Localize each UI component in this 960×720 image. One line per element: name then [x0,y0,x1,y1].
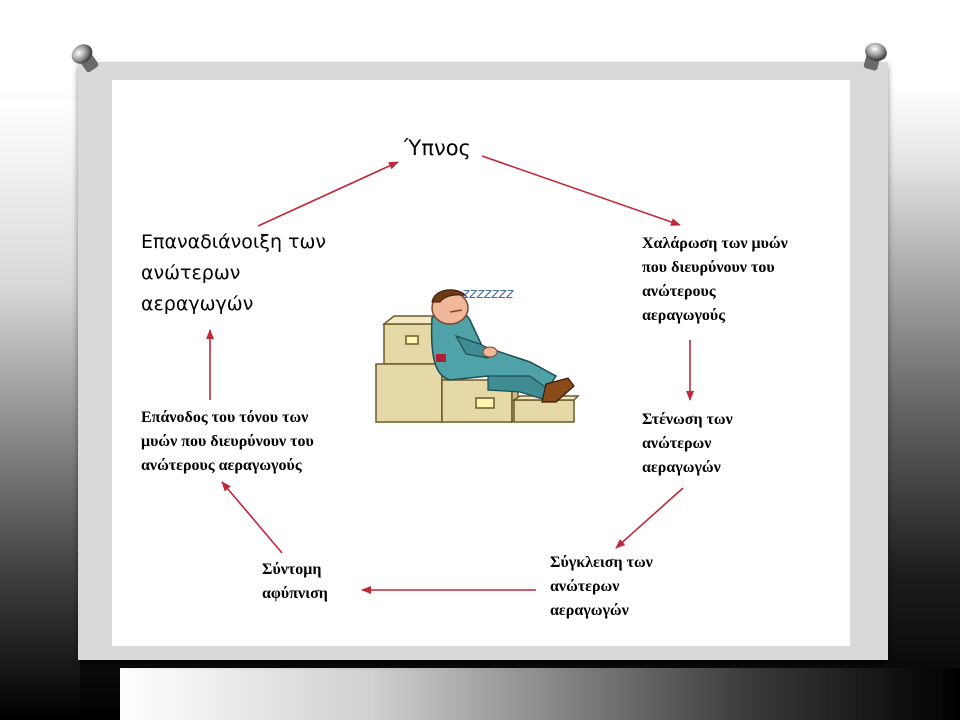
node-line: Επαναδιάνοιξη των [141,231,326,253]
node-line: αεραγωγών [141,293,254,315]
node-line: Επάνοδος του τόνου των [141,409,309,426]
node-line: ανώτερων [550,578,620,595]
node-muscle-relaxation [642,232,788,328]
node-brief-arousal [262,558,328,606]
sleeping-man-illustration [370,280,585,430]
arrow-awake-to-return [222,482,282,553]
node-line: που διευρύνουν του [642,259,775,276]
node-airway-reopening [141,227,326,320]
node-sleep [404,134,471,162]
node-line: Σύγκλειση των [550,554,653,571]
snore-text: zzzzzzz [462,286,514,302]
node-line: αφύπνιση [262,585,328,602]
arrow-reopen-to-sleep [258,162,398,226]
node-line: ανώτερων [141,262,241,284]
node-line: αεραγωγών [642,459,721,476]
node-line: ανώτερους αεραγωγούς [141,457,302,474]
node-line: αεραγωγών [550,602,629,619]
node-airway-closure [550,551,653,623]
node-line: αεραγωγούς [642,307,725,324]
node-line: μυών που διευρύνουν του [141,433,314,450]
node-muscle-tone-return [141,406,314,478]
arrow-sleep-to-relax [482,156,680,225]
node-sleep-line: Ύπνος [404,136,471,160]
node-line: ανώτερους [642,283,716,300]
node-line: Στένωση των [642,411,733,428]
node-line: Χαλάρωση των μυών [642,235,788,252]
node-line: Σύντομη [262,561,322,578]
node-line: ανώτερων [642,435,712,452]
node-airway-narrowing [642,408,733,480]
arrow-narrow-to-closure [616,488,683,548]
